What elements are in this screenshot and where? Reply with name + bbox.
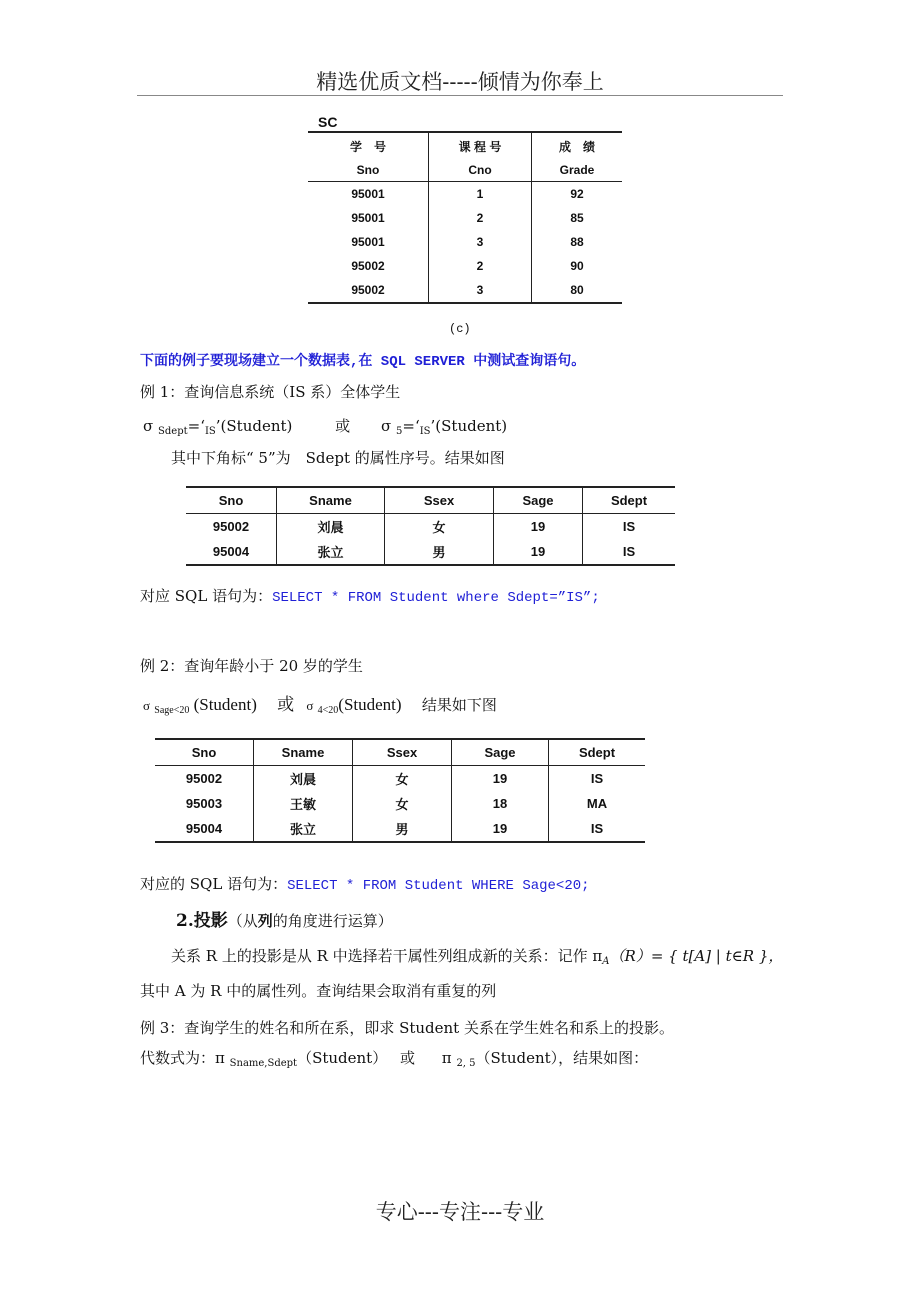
heading-number: 2. <box>176 911 194 931</box>
table-cell: 85 <box>532 206 623 230</box>
table-cell: 女 <box>353 791 452 816</box>
formula-text: =‘ <box>187 417 205 435</box>
table-cell: IS <box>583 539 676 565</box>
sql-label: 对应的 SQL 语句为： <box>140 875 288 893</box>
ex1-sql-line <box>140 585 600 606</box>
or-text: 或 <box>277 695 295 714</box>
sigma-symbol: σ <box>380 417 392 435</box>
table-row <box>308 182 622 207</box>
projection-heading <box>176 906 393 931</box>
header-divider <box>137 95 783 96</box>
table-cell: 95002 <box>351 259 385 273</box>
projection-note: 其中 A 为 R 中的属性列。查询结果会取消有重复的列 <box>140 982 497 1000</box>
table-cell: 3 <box>429 278 532 303</box>
table-cell: 95003 <box>185 796 223 811</box>
table-cell: 95004 <box>185 821 223 836</box>
formula-text: (Student) <box>193 695 257 714</box>
table-cell: 刘晨 <box>254 766 353 792</box>
heading-emphasis: 列 <box>257 912 273 930</box>
table-header: Sdept <box>549 739 646 766</box>
result-text: 结果如下图 <box>421 696 497 714</box>
table-header: Sname <box>277 487 385 514</box>
formula-text: =‘ <box>402 417 420 435</box>
table-cell: IS <box>549 766 646 792</box>
definition-formula: （R）= { t[A] | t∈R }， <box>609 947 784 965</box>
sigma-symbol: σ <box>306 698 314 713</box>
ex1-note: 其中下角标“ 5”为 Sdept 的属性序号。结果如图 <box>171 449 505 467</box>
table-row <box>155 816 645 842</box>
page-header-title: 精选优质文档-----倾情为你奉上 <box>316 70 604 94</box>
sc-header-en: Sno <box>356 163 380 177</box>
sc-table <box>308 131 622 304</box>
table-cell: 2 <box>429 206 532 230</box>
table-cell: 男 <box>385 539 494 565</box>
sigma-symbol: σ <box>143 417 154 435</box>
table-cell: 19 <box>494 514 583 540</box>
table-row <box>186 539 675 565</box>
ex2-title: 例 2：查询年龄小于 20 岁的学生 <box>140 657 363 675</box>
table-header: Sname <box>254 739 353 766</box>
table-cell: 张立 <box>254 816 353 842</box>
table-cell: IS <box>549 816 646 842</box>
table-row <box>308 206 622 230</box>
ex2-sql-line <box>140 873 590 894</box>
table-header: Sno <box>218 493 244 508</box>
table-cell: 18 <box>452 791 549 816</box>
table-header: Sage <box>494 487 583 514</box>
sc-header-en: Grade <box>532 159 623 182</box>
formula-subscript: 2, 5 <box>456 1058 476 1069</box>
table-header: Ssex <box>353 739 452 766</box>
table-cell: 88 <box>532 230 623 254</box>
formula-text: （Student） <box>297 1049 388 1067</box>
formula-subscript: Sdept <box>158 426 188 437</box>
sql-statement: SELECT * FROM Student WHERE Sage<20; <box>287 878 590 894</box>
sc-header-en: Cno <box>429 159 532 182</box>
ex3-title: 例 3：查询学生的姓名和所在系，即求 Student 关系在学生姓名和系上的投影。 <box>140 1019 674 1037</box>
sc-header-cn: 学 号 <box>349 139 386 154</box>
table-cell: 95001 <box>351 211 385 225</box>
table-cell: 92 <box>532 182 623 207</box>
heading-title: 投影 <box>193 911 228 931</box>
table-row <box>308 230 622 254</box>
or-text: 或 <box>400 1049 416 1067</box>
sql-statement: SELECT * FROM Student where Sdept=”IS”; <box>272 590 600 606</box>
heading-paren: 的角度进行运算） <box>272 912 393 930</box>
ex1-formula <box>143 415 507 437</box>
table-cell: 95002 <box>185 771 223 786</box>
formula-subscript: Sage<20 <box>154 705 190 716</box>
formula-text: (Student) <box>338 695 402 714</box>
table-row <box>186 514 675 540</box>
ex3-formula <box>140 1047 648 1069</box>
table-cell: IS <box>583 514 676 540</box>
table-cell: 95001 <box>351 235 385 249</box>
table-cell: 95001 <box>351 187 385 201</box>
formula-subscript: IS <box>204 426 216 437</box>
page-footer: 专心---专注---专业 <box>375 1200 545 1224</box>
intro-text: 下面的例子要现场建立一个数据表,在 SQL SERVER 中测试查询语句。 <box>140 354 586 370</box>
table-cell: 1 <box>429 182 532 207</box>
formula-text: ’(Student) <box>430 417 508 435</box>
table-row <box>308 254 622 278</box>
table-cell: 王敏 <box>254 791 353 816</box>
table-row <box>308 278 622 303</box>
table-row <box>155 766 645 792</box>
ex1-title: 例 1：查询信息系统（IS 系）全体学生 <box>140 383 401 401</box>
table-cell: 80 <box>532 278 623 303</box>
table-cell: 95004 <box>212 544 250 559</box>
formula-text: （Student），结果如图： <box>475 1049 649 1067</box>
table-cell: 3 <box>429 230 532 254</box>
table-header: Sdept <box>583 487 676 514</box>
table-cell: 男 <box>353 816 452 842</box>
sc-header-cn: 成 绩 <box>532 132 623 159</box>
formula-label: 代数式为： <box>140 1049 216 1067</box>
table-cell: 刘晨 <box>277 514 385 540</box>
table-cell: 2 <box>429 254 532 278</box>
sql-label: 对应 SQL 语句为： <box>140 587 273 605</box>
formula-subscript: 4<20 <box>317 705 339 716</box>
table-cell: 女 <box>385 514 494 540</box>
sc-table-caption: (c) <box>449 322 471 336</box>
sc-header-cn: 课 程 号 <box>429 132 532 159</box>
formula-subscript: Sname,Sdept <box>229 1058 298 1069</box>
table-cell: MA <box>549 791 646 816</box>
table-cell: 19 <box>452 816 549 842</box>
definition-text: 关系 R 上的投影是从 R 中选择若干属性列组成新的关系：记作 π <box>171 947 603 965</box>
sc-table-name: SC <box>318 114 338 130</box>
ex1-result-table <box>186 486 675 566</box>
sigma-symbol: σ <box>143 698 151 713</box>
pi-symbol: π <box>441 1049 452 1067</box>
table-cell: 女 <box>353 766 452 792</box>
formula-subscript: IS <box>419 426 431 437</box>
formula-text: ’(Student) <box>215 417 293 435</box>
table-row <box>155 791 645 816</box>
table-header: Sno <box>191 745 217 760</box>
table-cell: 19 <box>452 766 549 792</box>
heading-paren: （从 <box>227 912 258 930</box>
table-cell: 张立 <box>277 539 385 565</box>
formula-subscript: 5 <box>396 426 403 437</box>
table-cell: 90 <box>532 254 623 278</box>
table-header: Sage <box>452 739 549 766</box>
table-cell: 95002 <box>212 519 250 534</box>
table-cell: 19 <box>494 539 583 565</box>
or-text: 或 <box>335 417 351 435</box>
pi-symbol: π <box>215 1049 225 1067</box>
formula-subscript: A <box>602 956 610 967</box>
ex2-formula <box>143 690 497 716</box>
table-cell: 95002 <box>351 283 385 297</box>
table-header: Ssex <box>385 487 494 514</box>
ex2-result-table <box>155 738 645 843</box>
projection-definition <box>171 945 783 967</box>
